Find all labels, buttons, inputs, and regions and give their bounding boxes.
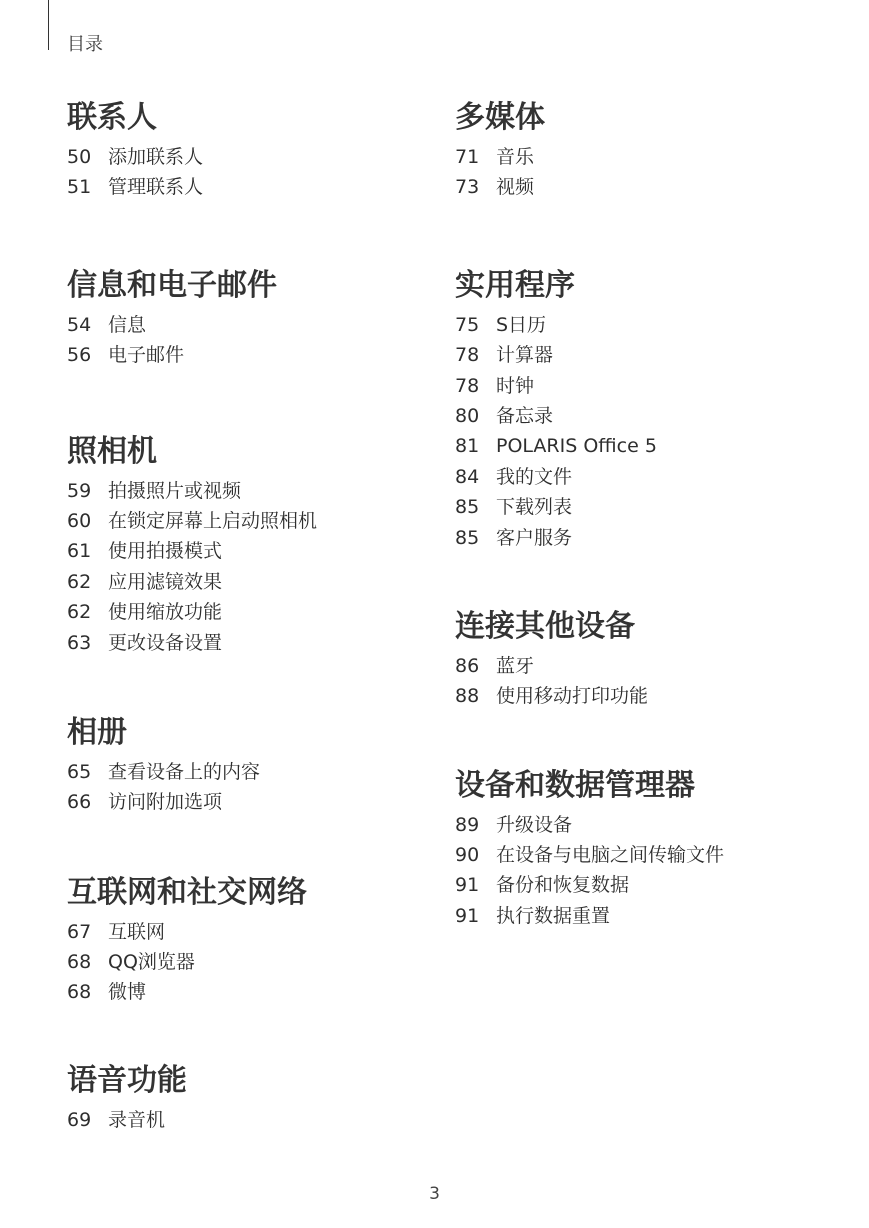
toc-item-label: 管理联系人 xyxy=(108,176,204,199)
toc-item-label: S日历 xyxy=(496,313,547,336)
toc-item-label: 下载列表 xyxy=(496,496,573,519)
page-header: 目录 xyxy=(67,34,103,55)
toc-item-label: 视频 xyxy=(496,176,535,199)
section-title[interactable]: 连接其他设备 xyxy=(455,608,635,644)
toc-item-page: 89 xyxy=(455,813,480,836)
toc-item-page: 73 xyxy=(455,176,480,199)
toc-item-label: 使用缩放功能 xyxy=(108,601,223,624)
toc-item-page: 60 xyxy=(67,509,92,532)
toc-item-label: 计算器 xyxy=(496,344,554,367)
toc-item-label: 使用移动打印功能 xyxy=(496,685,649,708)
toc-section xyxy=(67,98,447,203)
toc-item[interactable] xyxy=(455,681,835,711)
toc-item-list xyxy=(455,310,835,553)
toc-item-page: 85 xyxy=(455,526,480,549)
header-rule xyxy=(48,0,49,50)
toc-item[interactable] xyxy=(67,1105,447,1135)
toc-item-label: 备份和恢复数据 xyxy=(496,874,630,897)
toc-section xyxy=(67,432,447,658)
toc-item[interactable] xyxy=(455,431,835,461)
toc-section xyxy=(455,98,835,203)
toc-item[interactable] xyxy=(455,870,835,900)
toc-item-list xyxy=(67,1105,447,1135)
toc-item-list xyxy=(455,810,835,932)
toc-item[interactable] xyxy=(67,947,447,977)
toc-item-label: 升级设备 xyxy=(496,813,573,836)
toc-item-label: 更改设备设置 xyxy=(108,631,223,654)
toc-item[interactable] xyxy=(67,310,447,340)
toc-section xyxy=(67,873,447,1008)
toc-item-list xyxy=(455,142,835,203)
toc-item[interactable] xyxy=(455,523,835,553)
toc-item-page: 65 xyxy=(67,760,92,783)
toc-item[interactable] xyxy=(67,917,447,947)
toc-item-page: 51 xyxy=(67,176,92,199)
toc-item[interactable] xyxy=(67,142,447,172)
toc-item[interactable] xyxy=(67,172,447,202)
toc-item[interactable] xyxy=(67,597,447,627)
section-title[interactable]: 相册 xyxy=(67,714,127,750)
toc-item-list xyxy=(67,142,447,203)
toc-item-page: 66 xyxy=(67,791,92,814)
toc-item-list xyxy=(67,476,447,658)
toc-item-page: 61 xyxy=(67,540,92,563)
toc-item[interactable] xyxy=(67,757,447,787)
toc-section xyxy=(455,766,835,932)
toc-item[interactable] xyxy=(455,401,835,431)
toc-item[interactable] xyxy=(455,142,835,172)
toc-item-list xyxy=(67,757,447,818)
toc-item[interactable] xyxy=(67,787,447,817)
toc-item[interactable] xyxy=(455,310,835,340)
toc-item[interactable] xyxy=(455,901,835,931)
toc-item-page: 78 xyxy=(455,374,480,397)
section-title[interactable]: 互联网和社交网络 xyxy=(67,874,307,910)
toc-item-label: 微博 xyxy=(108,981,147,1004)
toc-item-label: 访问附加选项 xyxy=(108,791,223,814)
toc-item-page: 56 xyxy=(67,344,92,367)
toc-item[interactable] xyxy=(455,340,835,370)
toc-item-page: 68 xyxy=(67,951,92,974)
section-title[interactable]: 语音功能 xyxy=(67,1062,187,1098)
section-title[interactable]: 设备和数据管理器 xyxy=(455,767,695,803)
toc-item-label: 互联网 xyxy=(108,920,166,943)
toc-item-page: 63 xyxy=(67,631,92,654)
toc-item-page: 88 xyxy=(455,685,480,708)
toc-item[interactable] xyxy=(455,371,835,401)
toc-section xyxy=(67,1061,447,1135)
toc-column-right xyxy=(455,98,835,931)
toc-item-label: 在锁定屏幕上启动照相机 xyxy=(108,509,318,532)
toc-item-page: 78 xyxy=(455,344,480,367)
toc-item[interactable] xyxy=(67,476,447,506)
toc-item[interactable] xyxy=(455,172,835,202)
section-title[interactable]: 信息和电子邮件 xyxy=(67,267,277,303)
toc-item[interactable] xyxy=(67,628,447,658)
toc-item[interactable] xyxy=(455,810,835,840)
toc-item-label: 使用拍摄模式 xyxy=(108,540,223,563)
toc-item[interactable] xyxy=(67,340,447,370)
toc-section xyxy=(455,266,835,553)
toc-item-list xyxy=(67,917,447,1008)
toc-item-label: 信息 xyxy=(108,313,147,336)
toc-item[interactable] xyxy=(67,567,447,597)
toc-item-label: 我的文件 xyxy=(496,465,573,488)
toc-item-page: 50 xyxy=(67,146,92,168)
section-title[interactable]: 联系人 xyxy=(67,100,157,135)
toc-item-label: 音乐 xyxy=(496,146,535,168)
toc-item-page: 86 xyxy=(455,654,480,677)
toc-section xyxy=(67,266,447,371)
toc-item-label: 客户服务 xyxy=(496,526,573,549)
toc-item-page: 84 xyxy=(455,465,480,488)
toc-item-label: 录音机 xyxy=(108,1108,166,1131)
toc-item-list xyxy=(455,651,835,712)
toc-item-page: 71 xyxy=(455,146,480,168)
toc-item-page: 69 xyxy=(67,1108,92,1131)
toc-item-page: 80 xyxy=(455,404,480,427)
toc-item-label: 备忘录 xyxy=(496,404,554,427)
toc-item-page: 59 xyxy=(67,479,92,502)
page-number: 3 xyxy=(429,1184,440,1204)
toc-item-label: 电子邮件 xyxy=(108,344,185,367)
toc-item[interactable] xyxy=(67,536,447,566)
toc-item-page: 91 xyxy=(455,874,480,897)
toc-item[interactable] xyxy=(455,492,835,522)
toc-section xyxy=(455,607,835,712)
toc-item[interactable] xyxy=(455,462,835,492)
section-title[interactable]: 实用程序 xyxy=(455,267,575,303)
toc-column-left xyxy=(67,98,447,1135)
toc-item-label: 拍摄照片或视频 xyxy=(108,479,242,502)
toc-item-label: 应用滤镜效果 xyxy=(108,570,223,593)
toc-item-page: 68 xyxy=(67,981,92,1004)
toc-item-page: 62 xyxy=(67,570,92,593)
toc-item-list xyxy=(67,310,447,371)
toc-item-label: 查看设备上的内容 xyxy=(108,760,261,783)
section-title[interactable]: 多媒体 xyxy=(455,100,545,135)
toc-item-page: 81 xyxy=(455,435,480,458)
toc-item[interactable] xyxy=(455,651,835,681)
toc-item-page: 90 xyxy=(455,844,480,867)
toc-item-page: 85 xyxy=(455,496,480,519)
toc-item[interactable] xyxy=(455,840,835,870)
toc-item-label: 蓝牙 xyxy=(496,654,535,677)
toc-item-label: 时钟 xyxy=(496,374,535,397)
toc-item-page: 91 xyxy=(455,904,480,927)
toc-item[interactable] xyxy=(67,506,447,536)
toc-item-label: 执行数据重置 xyxy=(496,904,611,927)
toc-item-page: 54 xyxy=(67,313,92,336)
toc-item-label: POLARIS Office 5 xyxy=(496,435,657,458)
toc-item-label: QQ浏览器 xyxy=(108,951,195,974)
toc-item[interactable] xyxy=(67,977,447,1007)
section-title[interactable]: 照相机 xyxy=(67,433,157,469)
toc-section xyxy=(67,713,447,818)
toc-item-label: 添加联系人 xyxy=(108,146,204,168)
toc-item-page: 75 xyxy=(455,313,480,336)
toc-item-label: 在设备与电脑之间传输文件 xyxy=(496,844,725,867)
toc-item-page: 67 xyxy=(67,920,92,943)
toc-item-page: 62 xyxy=(67,601,92,624)
